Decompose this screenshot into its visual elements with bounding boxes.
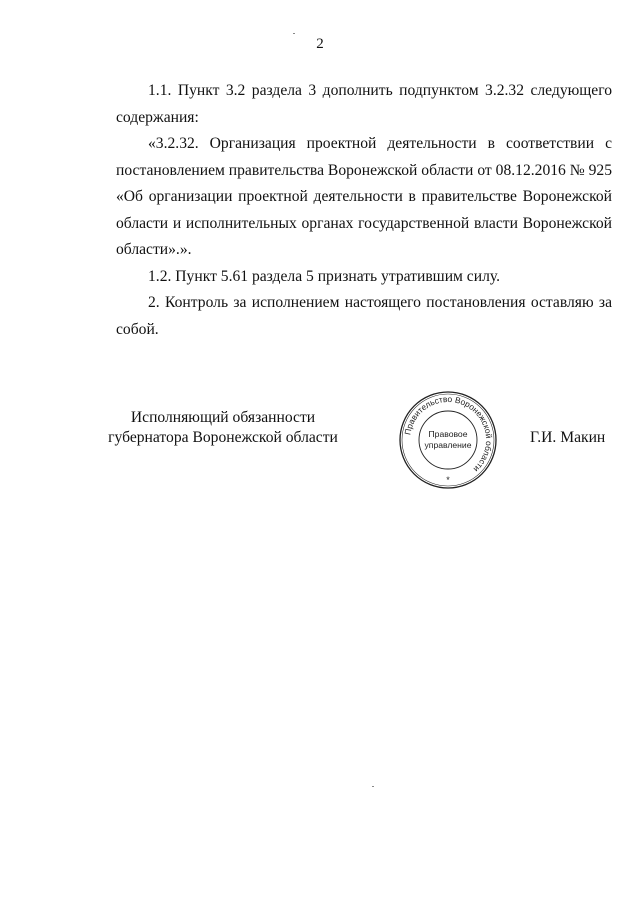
stamp-center-line-2: управление [424,440,472,450]
signatory-title-line-1: Исполняющий обязанности [130,409,316,426]
signatory-title [108,408,338,448]
stamp-center-line-1: Правовое [428,429,468,439]
paragraph-1-1: 1.1. Пункт 3.2 раздела 3 дополнить подпунктом 3.2.32 следующего содержания: [116,82,612,126]
signatory-name: Г.И. Макин [530,429,606,446]
stamp-star: * [446,475,450,485]
paragraph-2: 2. Контроль за исполнением настоящего постановления оставляю за собой. [116,294,612,338]
paragraph-1-2: 1.2. Пункт 5.61 раздела 5 признать утратившим силу. [148,267,500,285]
page-number: 2 [316,36,324,52]
document-body [116,78,612,343]
scan-speck [293,33,295,34]
scan-speck [372,786,374,787]
signatory-title-line-2: губернатора Воронежской области [108,429,338,446]
stamp-ring-text: Правительство Воронежской области [402,393,495,475]
official-stamp [396,388,500,492]
paragraph-3-2-32-quote: «3.2.32. Организация проектной деятельности в соответствии с постановлением правительства Воронежской области от 08.12.2016 № 925 «Об организации проектной деятельности в правительстве Воронежской области и исполнительных органах государственной власти Воронежской области».». [116,135,612,258]
